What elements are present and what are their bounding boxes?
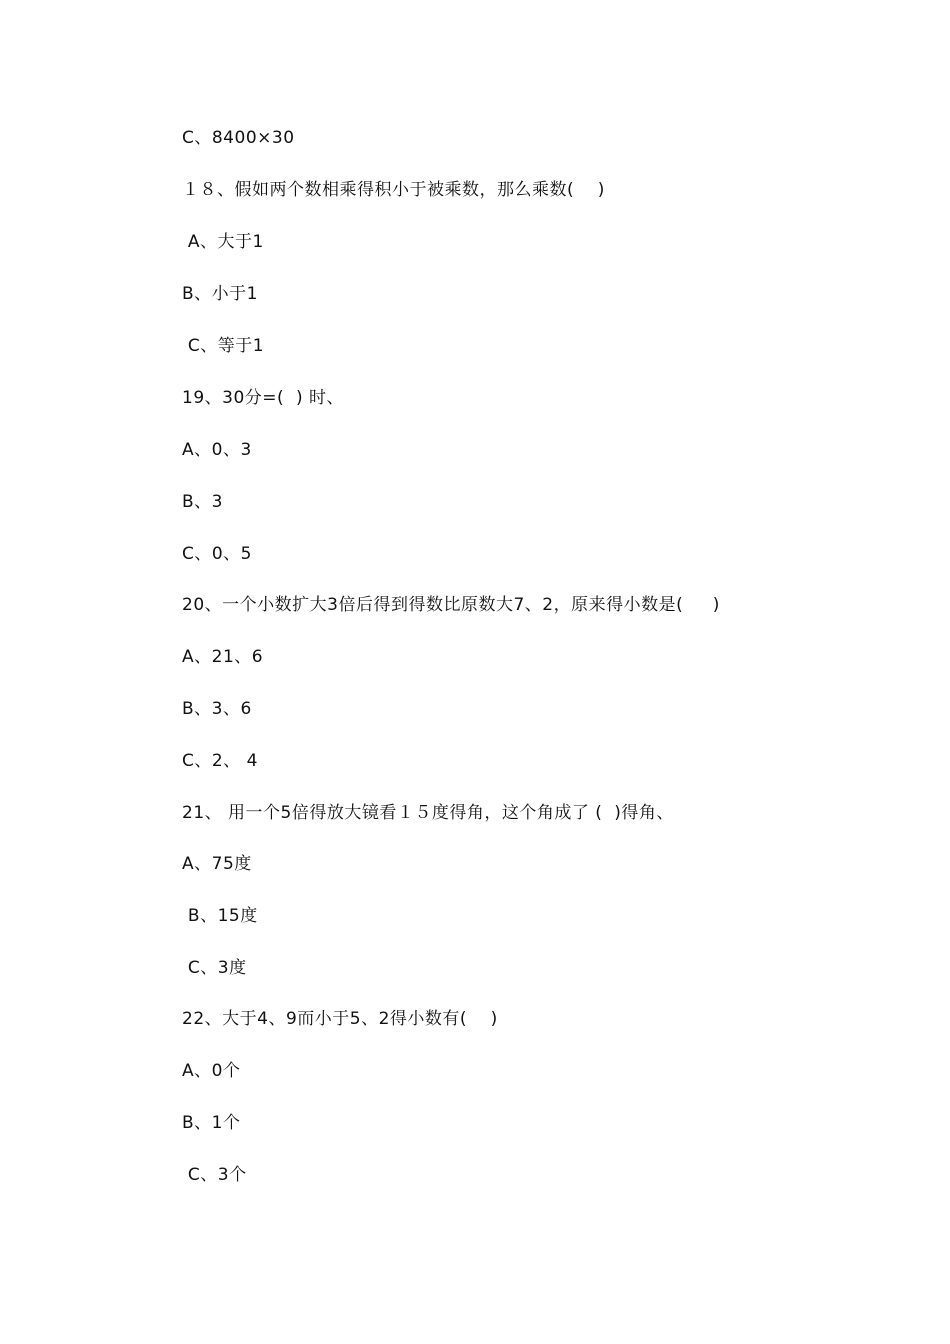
- option-19b: B、3: [182, 492, 223, 512]
- question-20: 20、一个小数扩大3倍后得到得数比原数大7、2，原来得小数是( ): [182, 595, 720, 615]
- question-21: 21、 用一个5倍得放大镜看１５度得角，这个角成了 ( )得角、: [182, 803, 674, 823]
- question-18: １８、假如两个数相乘得积小于被乘数，那么乘数( ): [182, 180, 605, 200]
- option-18c: C、等于1: [182, 336, 265, 356]
- option-18a: A、大于1: [182, 232, 264, 252]
- option-21c: C、3度: [182, 958, 247, 978]
- option-22c: C、3个: [182, 1165, 247, 1185]
- option-22b: B、1个: [182, 1113, 241, 1133]
- option-19c: C、0、5: [182, 544, 253, 564]
- option-20a: A、21、6: [182, 647, 264, 667]
- option-20c: C、2、 4: [182, 751, 258, 771]
- option-21a: A、75度: [182, 854, 252, 874]
- question-19: 19、30分=( ) 时、: [182, 388, 344, 408]
- option-17c: C、8400×30: [182, 128, 295, 148]
- option-20b: B、3、6: [182, 699, 252, 719]
- option-18b: B、小于1: [182, 284, 258, 304]
- question-22: 22、大于4、9而小于5、2得小数有( ): [182, 1009, 498, 1029]
- option-19a: A、0、3: [182, 440, 252, 460]
- option-22a: A、0个: [182, 1061, 241, 1081]
- option-21b: B、15度: [182, 906, 258, 926]
